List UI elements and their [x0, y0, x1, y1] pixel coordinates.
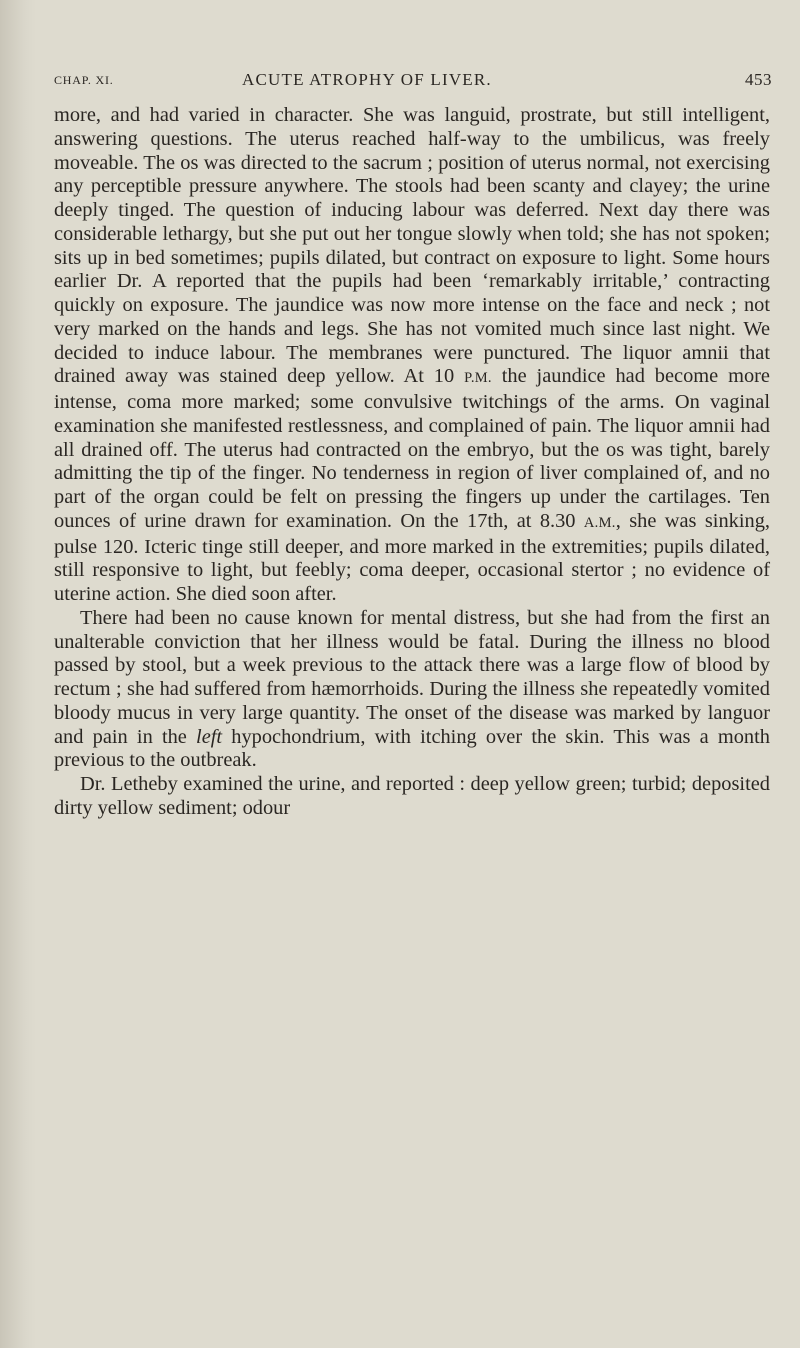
page-number: 453: [745, 70, 772, 89]
paragraph-1: [54, 104, 770, 607]
chapter-label: CHAP. XI.: [54, 73, 114, 87]
paragraph-3: Dr. Letheby examined the urine, and reported : deep yellow green; turbid; deposited dirty yellow sediment; odour: [54, 773, 770, 819]
paragraph-2-part-1: There had been no cause known for mental distress, but she had from the first an unalterable conviction that her illness would be fatal. During the illness no blood passed by stool, but a week previous to the attack there was a large flow of blood by rectum ; she had suffered from hæmorrhoids. During the illness she repeatedly vomited bloody mucus in very large quantity. The onset of the disease was marked by languor and pain in the: [54, 606, 770, 748]
paragraph-1-part-2: the jaundice had become more intense, coma more marked; some convulsive twitchings of the arms. On vaginal examination she manifested restlessness, and complained of pain. The liquor amnii had all drained off. The uterus had contracted on the embryo, but the os was tight, barely admitting the tip of the finger. No tenderness in region of liver complained of, and no part of the organ could be felt on pressing the fingers up under the cartilages. Ten ounces of urine drawn for examination. On the 17th, at 8.30: [54, 365, 770, 532]
paragraph-2-part-2: hypochondrium, with itching over the skin. This was a month previous to the outbreak.: [54, 725, 770, 772]
running-title: ACUTE ATROPHY OF LIVER.: [242, 70, 492, 89]
time-pm-label: P.M.: [464, 370, 492, 387]
page-gutter-shadow: [0, 0, 36, 1348]
running-header: [54, 70, 772, 98]
italic-left: left: [196, 725, 223, 748]
paragraph-2: [54, 607, 770, 773]
body-text: [54, 104, 770, 821]
time-am-label: A.M.: [583, 514, 616, 531]
paragraph-1-part-1: more, and had varied in character. She was languid, prostrate, but still intelligent, answering questions. The uterus reached half-way to the umbilicus, was freely moveable. The os was directed to the sacrum ; position of uterus normal, not exercising any perceptible pressure anywhere. The stools had been scanty and clayey; the urine deeply tinged. The question of inducing labour was deferred. Next day there was considerable lethargy, but she put out her tongue slowly when told; she has not spoken; sits up in bed sometimes; pupils dilated, but contract on exposure to light. Some hours earlier Dr. A reported that the pupils had been ‘remarkably irritable,’ contracting quickly on exposure. The jaundice was now more intense on the face and neck ; not very marked on the hands and legs. She has not vomited much since last night. We decided to induce labour. The membranes were punctured. The liquor amnii that drained away was stained deep yellow. At 10: [54, 104, 770, 388]
paragraph-1-part-3: , she was sinking, pulse 120. Icteric tinge still deeper, and more marked in the extremities; pupils dilated, still responsive to light, but feebly; coma deeper, occasional stertor ; no evidence of uterine action. She died soon after.: [54, 509, 770, 605]
